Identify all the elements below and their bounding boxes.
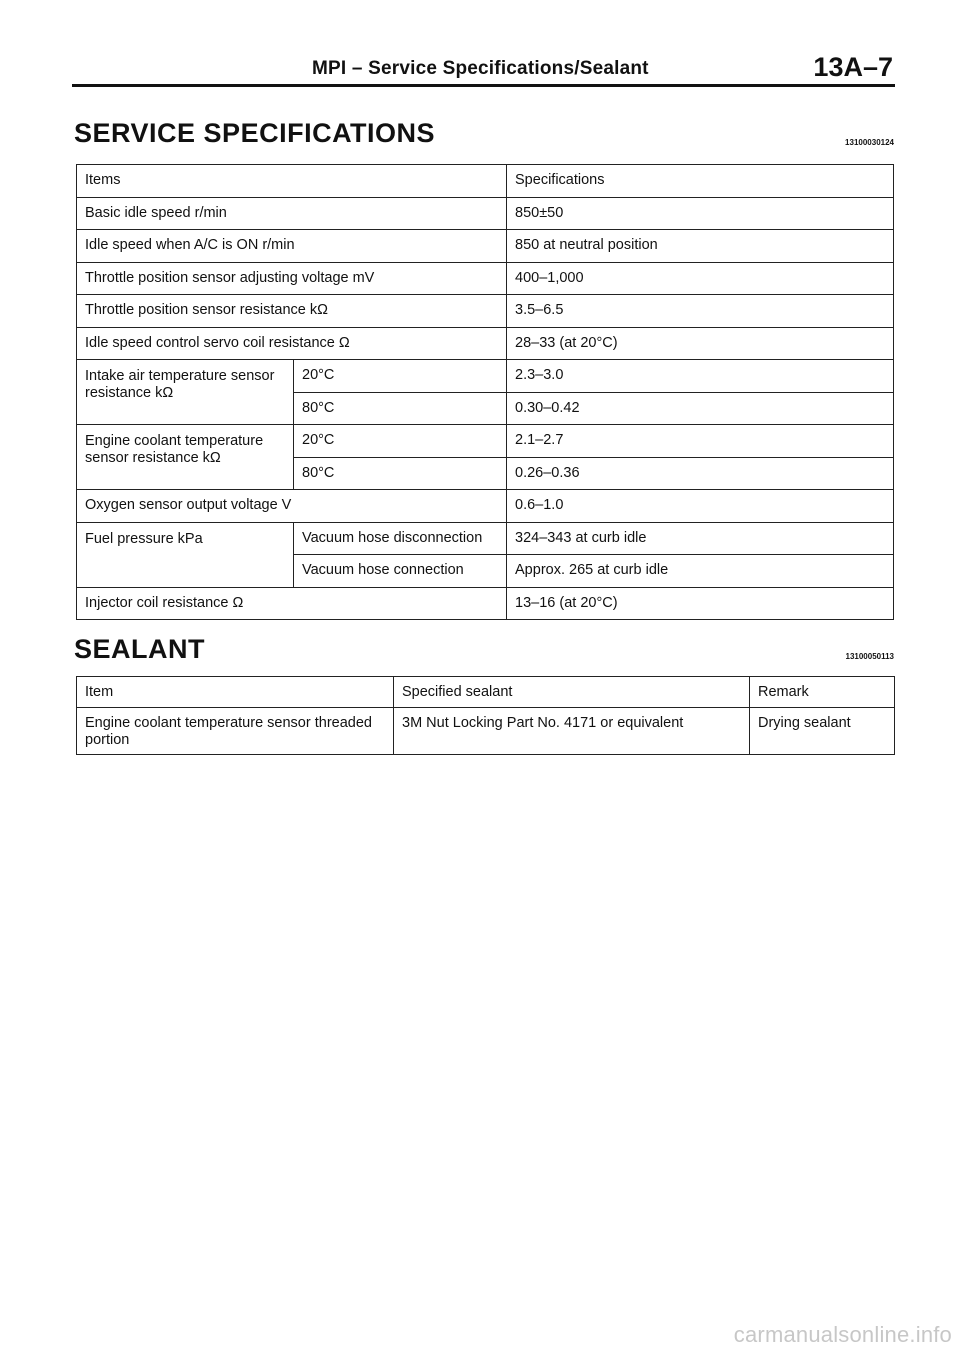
footer-watermark: carmanualsonline.info [733,1322,952,1347]
fuel-pressure-item-cell: Fuel pressure kPa [77,522,294,587]
spec-cell: 0.30–0.42 [507,392,894,425]
table-row [77,327,894,360]
header-rule [72,84,895,87]
table-row [77,360,894,393]
spec-cell: 850 at neutral position [507,230,894,263]
service-specifications-table [76,164,894,620]
table-row [77,197,894,230]
sealant-table [76,676,895,755]
spec-cell: 3.5–6.5 [507,295,894,328]
page-header-title: MPI – Service Specifications/Sealant [312,58,649,79]
condition-cell: Vacuum hose connection [294,555,507,588]
item-cell: Throttle position sensor resistance kΩ [77,295,507,328]
item-cell: Idle speed when A/C is ON r/min [77,230,507,263]
table-row [77,230,894,263]
intake-air-item-cell: Intake air temperature sensor resistance kΩ [77,360,294,425]
item-cell: Basic idle speed r/min [77,197,507,230]
page-header [72,52,895,88]
remark-cell: Drying sealant [750,708,895,755]
sealant-code: 13100050113 [845,652,894,661]
col-specifications-header: Specifications [507,165,894,198]
table-row [77,522,894,555]
col-remark-header: Remark [750,677,895,708]
table-row [77,708,895,755]
item-cell: Throttle position sensor adjusting voltage mV [77,262,507,295]
spec-cell: 400–1,000 [507,262,894,295]
table-row [77,425,894,458]
spec-cell: 13–16 (at 20°C) [507,587,894,620]
page-number: 13A–7 [813,52,893,82]
table-row [77,587,894,620]
item-cell: Idle speed control servo coil resistance Ω [77,327,507,360]
col-items-header: Items [77,165,507,198]
spec-cell: 0.26–0.36 [507,457,894,490]
table-row [77,490,894,523]
table-row [77,262,894,295]
col-sealant-header: Specified sealant [394,677,750,708]
coolant-item-cell: Engine coolant temperature sensor resistance kΩ [77,425,294,490]
temp-cell: 80°C [294,392,507,425]
sealant-heading: SEALANT [74,634,205,664]
temp-cell: 80°C [294,457,507,490]
temp-cell: 20°C [294,425,507,458]
col-item-header: Item [77,677,394,708]
table-header-row [77,165,894,198]
spec-cell: 2.3–3.0 [507,360,894,393]
spec-cell: 0.6–1.0 [507,490,894,523]
sealant-cell: 3M Nut Locking Part No. 4171 or equivalent [394,708,750,755]
item-cell: Injector coil resistance Ω [77,587,507,620]
table-header-row [77,677,895,708]
temp-cell: 20°C [294,360,507,393]
table-row [77,295,894,328]
spec-cell: Approx. 265 at curb idle [507,555,894,588]
item-cell: Oxygen sensor output voltage V [77,490,507,523]
spec-cell: 28–33 (at 20°C) [507,327,894,360]
spec-cell: 850±50 [507,197,894,230]
spec-cell: 324–343 at curb idle [507,522,894,555]
spec-cell: 2.1–2.7 [507,425,894,458]
condition-cell: Vacuum hose disconnection [294,522,507,555]
item-cell: Engine coolant temperature sensor threaded portion [77,708,394,755]
service-specifications-heading: SERVICE SPECIFICATIONS [74,118,436,148]
service-specifications-code: 13100030124 [845,138,894,147]
